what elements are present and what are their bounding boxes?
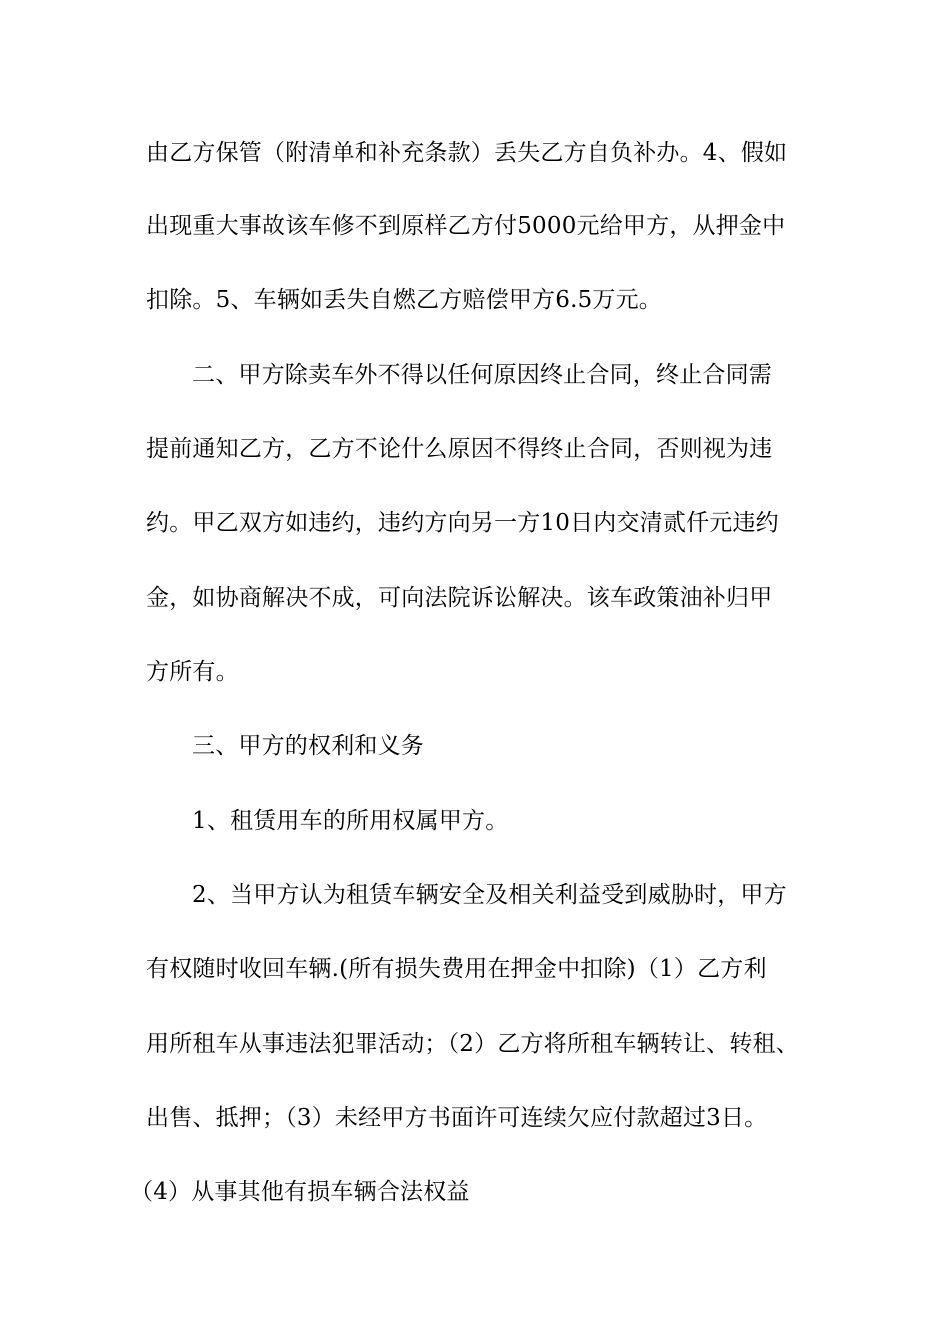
text-line-10: 1、租赁用车的所用权属甲方。 [192,808,509,834]
text-line-8: 方所有。 [146,659,239,685]
text-line-5: 提前通知乙方，乙方不论什么原因不得终止合同，否则视为违 [146,436,773,462]
text-line-14: 出售、抵押；（3）未经甲方书面许可连续欠应付款超过3日。 [146,1105,768,1131]
text-line-11: 2、当甲方认为租赁车辆安全及相关利益受到威胁时，甲方 [192,882,787,908]
text-line-6: 约。甲乙双方如违约，违约方向另一方10日内交清贰仟元违约 [146,510,779,536]
text-line-15: （4）从事其他有损车辆合法权益 [130,1179,470,1205]
text-line-13: 用所租车从事违法犯罪活动；（2）乙方将所租车辆转让、转租、 [146,1031,799,1057]
section-heading-3: 三、甲方的权利和义务 [192,733,424,759]
text-line-3: 扣除。5、车辆如丢失自燃乙方赔偿甲方6.5万元。 [146,287,663,313]
text-line-12: 有权随时收回车辆.(所有损失费用在押金中扣除)（1）乙方利 [146,956,767,982]
text-line-1: 由乙方保管（附清单和补充条款）丢失乙方自负补办。4、假如 [146,140,788,166]
text-line-4: 二、甲方除卖车外不得以任何原因终止合同，终止合同需 [192,362,772,388]
text-line-2: 出现重大事故该车修不到原样乙方付5000元给甲方，从押金中 [146,213,786,239]
text-line-7: 金，如协商解决不成，可向法院诉讼解决。该车政策油补归甲 [146,585,773,611]
